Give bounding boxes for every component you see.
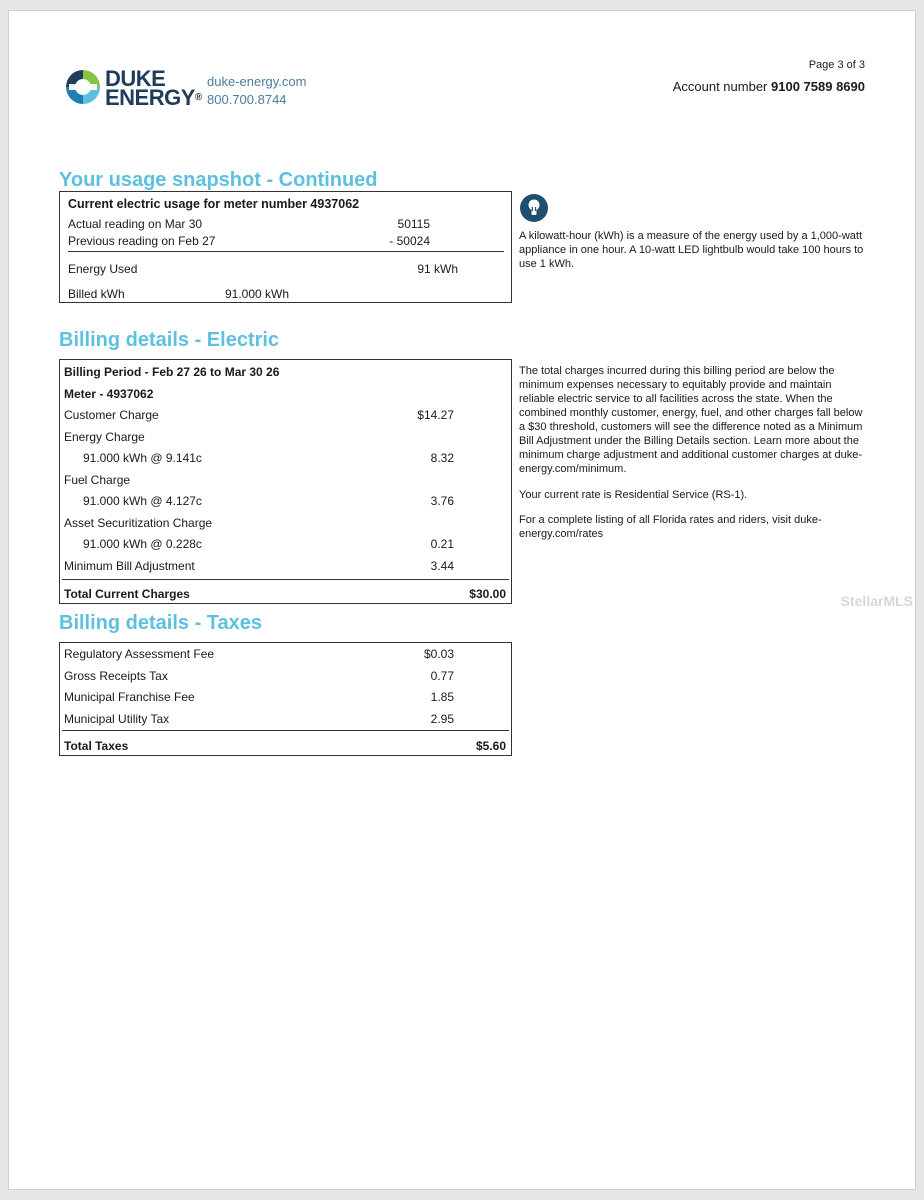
account-number: 9100 7589 8690 xyxy=(771,79,865,94)
asset-securitization-value: 0.21 xyxy=(430,537,454,551)
asset-securitization-detail: 91.000 kWh @ 0.228c xyxy=(83,537,202,551)
municipal-utility-tax-label: Municipal Utility Tax xyxy=(64,712,170,726)
total-taxes-label: Total Taxes xyxy=(64,739,129,753)
actual-reading-value: 50115 xyxy=(397,217,430,231)
website-link[interactable]: duke-energy.com xyxy=(207,74,307,89)
logo-line-energy: ENERGY xyxy=(105,85,195,110)
usage-box xyxy=(59,191,512,303)
gross-receipts-tax-value: 0.77 xyxy=(430,669,454,683)
electric-total-divider xyxy=(62,579,509,580)
municipal-franchise-fee-value: 1.85 xyxy=(430,690,454,704)
previous-reading-value: - 50024 xyxy=(389,234,430,248)
billing-period: Billing Period - Feb 27 26 to Mar 30 26 xyxy=(64,365,280,379)
energy-charge-detail: 91.000 kWh @ 9.141c xyxy=(83,451,202,465)
customer-charge-value: $14.27 xyxy=(417,408,454,422)
billed-kwh-value: 91.000 kWh xyxy=(225,287,290,301)
previous-reading-label: Previous reading on Feb 27 xyxy=(68,234,216,248)
usage-divider xyxy=(68,251,504,252)
energy-charge-label: Energy Charge xyxy=(64,430,145,444)
kwh-tip-text: A kilowatt-hour (kWh) is a measure of the energy used by a 1,000-watt appliance in one hour. A 10-watt LED lightbulb would take 100 hours to use 1 kWh. xyxy=(519,230,864,270)
energy-used-label: Energy Used xyxy=(68,262,138,276)
phone-number: 800.700.8744 xyxy=(207,92,287,107)
account-label: Account number xyxy=(672,79,768,94)
electric-details-box xyxy=(59,359,512,604)
regulatory-assessment-fee-value: $0.03 xyxy=(423,647,454,661)
rates-listing-note: For a complete listing of all Florida rates and riders, visit duke-energy.com/rates xyxy=(519,514,822,540)
watermark: StellarMLS xyxy=(840,593,913,609)
page-number: Page 3 of 3 xyxy=(808,59,865,71)
usage-snapshot-title: Your usage snapshot - Continued xyxy=(59,169,378,191)
energy-charge-value: 8.32 xyxy=(430,451,454,465)
meter-number: Meter - 4937062 xyxy=(64,387,154,401)
gross-receipts-tax-label: Gross Receipts Tax xyxy=(64,669,168,683)
logo-wordmark xyxy=(105,66,202,110)
total-current-charges-value: $30.00 xyxy=(469,587,506,601)
minimum-bill-adjustment-label: Minimum Bill Adjustment xyxy=(64,559,195,573)
regulatory-assessment-fee-label: Regulatory Assessment Fee xyxy=(64,647,215,661)
fuel-charge-label: Fuel Charge xyxy=(64,473,131,487)
municipal-utility-tax-value: 2.95 xyxy=(430,712,454,726)
total-taxes-value: $5.60 xyxy=(475,739,506,753)
energy-used-value: 91 kWh xyxy=(417,262,458,276)
taxes-box xyxy=(59,642,512,756)
asset-securitization-label: Asset Securitization Charge xyxy=(64,516,213,530)
bill-page xyxy=(8,10,916,1190)
minimum-bill-adjustment-value: 3.44 xyxy=(430,559,454,573)
current-rate-note: Your current rate is Residential Service (RS-1). xyxy=(519,489,748,501)
fuel-charge-detail: 91.000 kWh @ 4.127c xyxy=(83,494,202,508)
logo-registered: ® xyxy=(194,92,202,103)
taxes-details-title: Billing details - Taxes xyxy=(59,612,263,634)
duke-energy-logo-icon xyxy=(63,67,103,107)
logo-line-duke: DUKE xyxy=(105,66,166,91)
taxes-total-divider xyxy=(62,730,509,731)
account-number-line xyxy=(673,79,865,94)
billed-kwh-label: Billed kWh xyxy=(68,287,125,301)
customer-charge-label: Customer Charge xyxy=(64,408,159,422)
total-current-charges-label: Total Current Charges xyxy=(64,587,190,601)
actual-reading-label: Actual reading on Mar 30 xyxy=(68,217,203,231)
usage-box-title: Current electric usage for meter number 4937062 xyxy=(68,197,360,211)
municipal-franchise-fee-label: Municipal Franchise Fee xyxy=(64,690,195,704)
lightbulb-icon xyxy=(519,193,549,223)
fuel-charge-value: 3.76 xyxy=(430,494,454,508)
electric-details-title: Billing details - Electric xyxy=(59,329,280,351)
minimum-charge-note: The total charges incurred during this billing period are below the minimum expenses necessary to equitably provide and maintain reliable electric service to all facilities across the state. When the combined monthly customer, energy, fuel, and other charges fall below a $30 threshold, customers will see the difference noted as a Minimum Bill Adjustment under the Billing Details section. Learn more about the minimum charge adjustment and additional customer charges at duke- energy.com/minimum. xyxy=(519,365,863,475)
